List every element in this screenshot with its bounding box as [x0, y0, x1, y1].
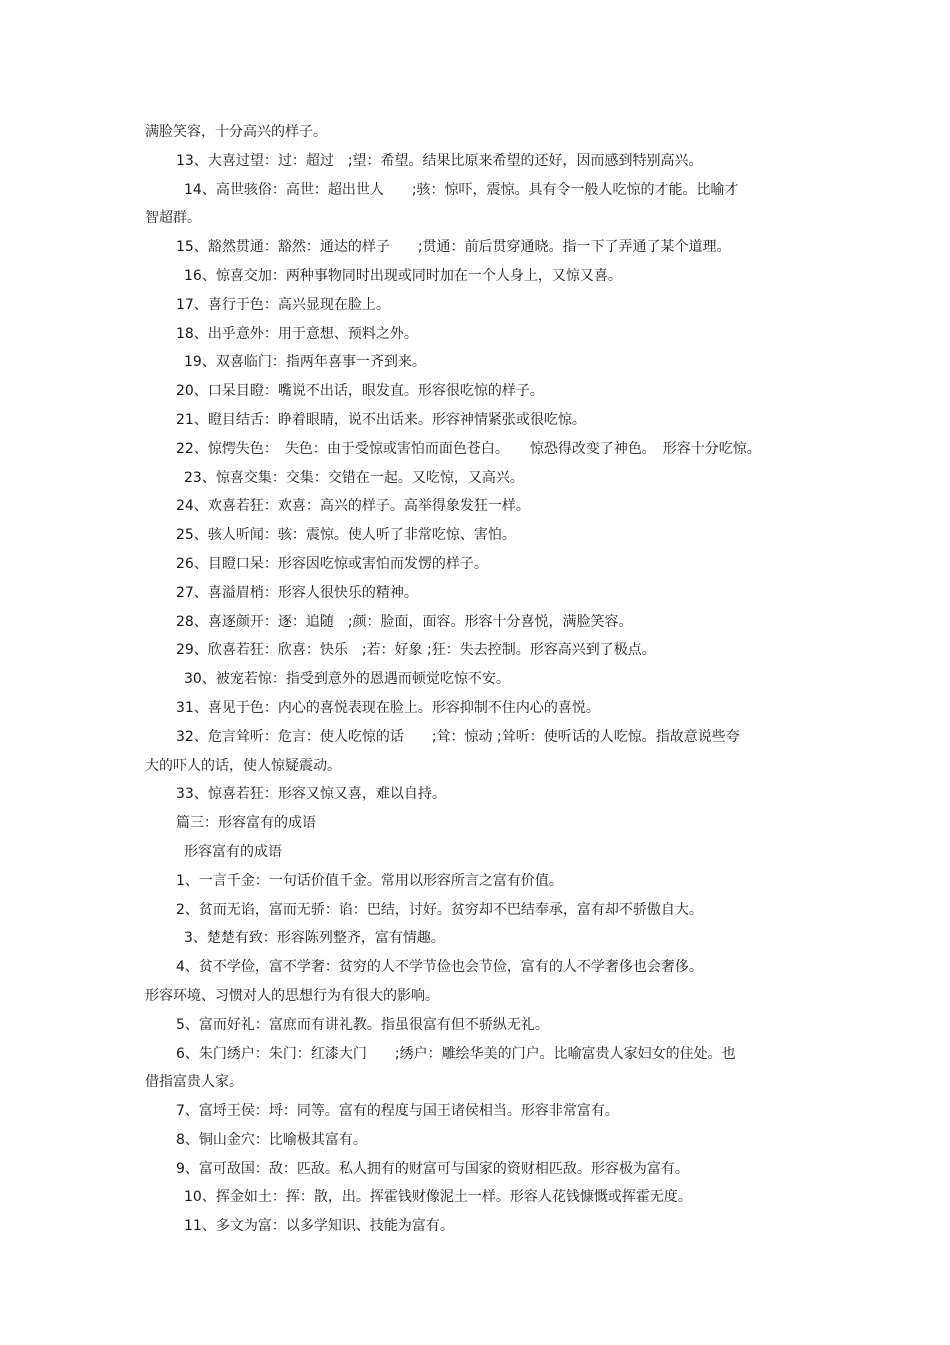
text-line: 27、喜溢眉梢：形容人很快乐的精神。 — [176, 584, 418, 601]
text-line: 4、贫不学俭，富不学奢：贫穷的人不学节俭也会节俭，富有的人不学奢侈也会奢侈。 — [176, 959, 703, 976]
text-line: 13、大喜过望：过：超过 ;望：希望。结果比原来希望的还好，因而感到特别高兴。 — [176, 152, 703, 169]
text-line: 大的吓人的话，使人惊疑震动。 — [145, 757, 341, 774]
text-line: 26、目瞪口呆：形容因吃惊或害怕而发愣的样子。 — [176, 555, 488, 572]
text-line: 28、喜逐颜开：逐：追随 ;颜：脸面，面容。形容十分喜悦，满脸笑容。 — [176, 613, 633, 630]
text-line: 8、铜山金穴：比喻极其富有。 — [176, 1131, 367, 1148]
text-line: 9、富可敌国：敌：匹敌。私人拥有的财富可与国家的资财相匹敌。形容极为富有。 — [176, 1160, 689, 1177]
text-line: 18、出乎意外：用于意想、预料之外。 — [176, 325, 418, 342]
text-line: 31、喜见于色：内心的喜悦表现在脸上。形容抑制不住内心的喜悦。 — [176, 699, 600, 716]
text-line: 33、惊喜若狂：形容又惊又喜，难以自持。 — [176, 786, 446, 803]
text-line: 2、贫而无谄，富而无骄：谄：巴结，讨好。贫穷却不巴结奉承，富有却不骄傲自大。 — [176, 901, 703, 918]
text-line: 30、被宠若惊：指受到意外的恩遇而顿觉吃惊不安。 — [184, 671, 510, 688]
text-line: 6、朱门绣户：朱门：红漆大门 ;绣户：雕绘华美的门户。比喻富贵人家妇女的住处。也 — [176, 1045, 736, 1062]
text-line: 智超群。 — [145, 210, 201, 227]
text-line: 11、多文为富：以多学知识、技能为富有。 — [184, 1218, 454, 1235]
text-line: 形容富有的成语 — [184, 843, 282, 860]
text-line: 20、口呆目瞪：嘴说不出话，眼发直。形容很吃惊的样子。 — [176, 383, 544, 400]
text-line: 7、富埒王侯：埒：同等。富有的程度与国王诸侯相当。形容非常富有。 — [176, 1103, 619, 1120]
text-line: 借指富贵人家。 — [145, 1074, 243, 1091]
text-line: 24、欢喜若狂：欢喜：高兴的样子。高举得象发狂一样。 — [176, 498, 530, 515]
text-line: 形容环境、习惯对人的思想行为有很大的影响。 — [145, 987, 439, 1004]
text-line: 14、高世骇俗：高世：超出世人 ;骇：惊吓，震惊。具有令一般人吃惊的才能。比喻才 — [184, 181, 739, 198]
text-line: 篇三：形容富有的成语 — [176, 815, 316, 832]
text-body — [0, 118, 950, 1241]
text-line: 21、瞪目结舌：睁着眼睛，说不出话来。形容神情紧张或很吃惊。 — [176, 411, 586, 428]
text-line: 满脸笑容，十分高兴的样子。 — [145, 124, 327, 140]
text-line: 3、楚楚有致：形容陈列整齐，富有情趣。 — [184, 930, 445, 947]
text-line: 1、一言千金：一句话价值千金。常用以形容所言之富有价值。 — [176, 872, 563, 889]
text-line: 32、危言耸听：危言：使人吃惊的话 ;耸：惊动 ;耸听：使听话的人吃惊。指故意说些夸 — [176, 728, 740, 745]
text-line: 29、欣喜若狂：欣喜：快乐 ;若：好象 ;狂：失去控制。形容高兴到了极点。 — [176, 642, 656, 659]
text-line: 5、富而好礼：富庶而有讲礼教。指虽很富有但不骄纵无礼。 — [176, 1016, 549, 1033]
text-line: 16、惊喜交加：两种事物同时出现或同时加在一个人身上，又惊又喜。 — [184, 267, 622, 284]
text-line: 10、挥金如土：挥：散，出。挥霍钱财像泥土一样。形容人花钱慷慨或挥霍无度。 — [184, 1189, 692, 1206]
text-line: 19、双喜临门：指两年喜事一齐到来。 — [184, 354, 426, 371]
text-line: 17、喜行于色：高兴显现在脸上。 — [176, 296, 390, 313]
text-line: 15、豁然贯通：豁然：通达的样子 ;贯通：前后贯穿通晓。指一下了弄通了某个道理。 — [176, 239, 731, 256]
text-line: 25、骇人听闻：骇：震惊。使人听了非常吃惊、害怕。 — [176, 527, 516, 544]
text-line: 23、惊喜交集：交集：交错在一起。又吃惊，又高兴。 — [184, 469, 524, 486]
text-line: 22、惊愕失色： 失色：由于受惊或害怕而面色苍白。 惊恐得改变了神色。 形容十分吃惊。 — [176, 440, 761, 457]
